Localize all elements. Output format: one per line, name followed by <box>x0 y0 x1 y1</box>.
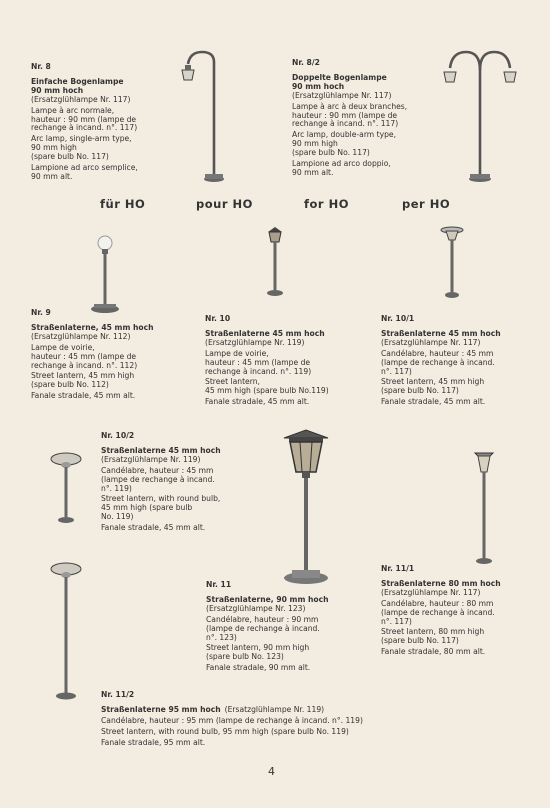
description-line: n°. 119) <box>101 483 132 493</box>
description-line: Street lantern, <box>205 377 260 387</box>
description-line: (Ersatzglühlampe Nr. 117) <box>292 90 392 100</box>
item-description <box>292 103 407 130</box>
item-number: Nr. 11 <box>206 580 232 589</box>
description-line: Fanale stradale, 90 mm alt. <box>206 663 311 673</box>
description-line: (Ersatzglühlampe Nr. 117) <box>31 94 131 104</box>
item-description <box>101 467 221 494</box>
description-line: rechange à incand. n°. 117) <box>31 123 138 133</box>
description-line: 45 mm high (spare bulb <box>101 503 193 513</box>
item-description <box>205 339 329 348</box>
description-line: rechange à incand. n°. 112) <box>31 360 138 370</box>
description-line: rechange à incand. n°. 117) <box>292 119 399 129</box>
description-line: Arc lamp, single-arm type, <box>31 134 132 144</box>
item-description <box>101 456 221 465</box>
item-nr-8 <box>31 63 138 182</box>
item-description <box>206 605 329 614</box>
description-line: Fanale stradale, 45 mm alt. <box>205 397 310 407</box>
description-line: Fanale stradale, 80 mm alt. <box>381 647 486 657</box>
item-nr-10-1 <box>381 315 501 407</box>
item-nr-10 <box>205 315 329 407</box>
description-line: hauteur : 45 mm (lampe de <box>205 357 311 367</box>
street-lantern-45-round-bulb-image <box>48 450 84 526</box>
item-title: Straßenlaterne 45 mm hoch <box>381 328 501 338</box>
for-ho-label-de: für HO <box>100 197 146 211</box>
item-description <box>381 589 501 598</box>
item-title: Straßenlaterne 80 mm hoch <box>381 578 501 588</box>
item-description <box>101 717 363 726</box>
street-lantern-90-image <box>280 428 332 590</box>
description-line: rechange à incand. n°. 119) <box>205 366 312 376</box>
description-line: (lampe de rechange à incand. <box>206 623 320 633</box>
item-description <box>31 392 154 401</box>
street-lantern-95-image <box>48 560 84 702</box>
for-ho-label-en: for HO <box>304 197 349 211</box>
description-line: 90 mm high <box>31 143 77 153</box>
item-spare-bulb: (Ersatzglühlampe Nr. 119) <box>224 704 325 714</box>
description-line: Candélabre, hauteur : 45 mm <box>381 348 494 358</box>
description-line: (spare bulb No. 117) <box>292 148 370 158</box>
description-line: 90 mm alt. <box>292 167 334 177</box>
description-line: (spare bulb No. 112) <box>31 380 109 390</box>
description-line: (lampe de rechange à incand. <box>381 607 495 617</box>
item-description <box>292 92 407 101</box>
item-description <box>31 96 138 105</box>
item-nr-8-2 <box>292 59 407 178</box>
item-description <box>31 135 138 162</box>
item-description <box>101 728 363 737</box>
description-line: Fanale stradale, 45 mm alt. <box>31 391 136 401</box>
description-line: (Ersatzglühlampe Nr. 123) <box>206 603 306 613</box>
item-title: Doppelte Bogenlampe <box>292 72 387 82</box>
item-description <box>31 107 138 134</box>
item-description <box>206 616 329 643</box>
description-line: No. 119) <box>101 512 134 522</box>
description-line: (Ersatzglühlampe Nr. 119) <box>205 337 305 347</box>
description-line: n°. 117) <box>381 616 412 626</box>
description-line: n°. 123) <box>206 632 237 642</box>
item-description <box>381 339 501 348</box>
description-line: Street lantern, 45 mm high <box>381 377 485 387</box>
description-line: (spare bulb No. 117) <box>381 636 459 646</box>
for-ho-label-it: per HO <box>402 197 451 211</box>
description-line: Lampione ad arco semplice, <box>31 163 138 173</box>
street-lantern-45-image <box>262 226 288 298</box>
for-ho-label-fr: pour HO <box>196 197 253 211</box>
item-description <box>31 333 154 342</box>
item-description <box>381 628 501 646</box>
street-lantern-80-image <box>470 448 498 568</box>
item-description <box>381 350 501 377</box>
description-line: Lampione ad arco doppio, <box>292 159 391 169</box>
item-description <box>206 664 329 673</box>
item-description <box>205 378 329 396</box>
item-title: Straßenlaterne, 45 mm hoch <box>31 322 154 332</box>
description-line: 45 mm high (spare bulb No.119) <box>205 386 329 396</box>
description-line: Lampe à arc normale, <box>31 105 115 115</box>
description-line: (lampe de rechange à incand. <box>101 474 215 484</box>
item-number: Nr. 10 <box>205 314 231 323</box>
item-title: Straßenlaterne, 90 mm hoch <box>206 594 329 604</box>
item-number: Nr. 8/2 <box>292 58 320 67</box>
item-description <box>31 344 154 371</box>
description-line: 90 mm high <box>292 139 338 149</box>
item-nr-11-1 <box>381 565 501 657</box>
description-line: Candélabre, hauteur : 90 mm <box>206 614 319 624</box>
item-description <box>101 739 363 748</box>
description-line: Lampe de voirie, <box>31 342 95 352</box>
item-title: Straßenlaterne 95 mm hoch <box>101 704 221 714</box>
item-title: Einfache Bogenlampe <box>31 76 124 86</box>
arc-lamp-double-image <box>440 48 520 184</box>
item-number: Nr. 8 <box>31 62 51 71</box>
description-line: (Ersatzglühlampe Nr. 119) <box>101 454 201 464</box>
description-line: (lampe de rechange à incand. <box>381 357 495 367</box>
item-number: Nr. 9 <box>31 308 51 317</box>
description-line: Street lantern, 45 mm high <box>31 371 135 381</box>
item-description <box>31 372 154 390</box>
arc-lamp-single-image <box>174 48 234 184</box>
description-line: Arc lamp, double-arm type, <box>292 130 396 140</box>
item-number: Nr. 10/2 <box>101 431 135 440</box>
item-title: Straßenlaterne 45 mm hoch <box>101 445 221 455</box>
item-description <box>206 644 329 662</box>
item-description <box>381 398 501 407</box>
item-title: Straßenlaterne 45 mm hoch <box>205 328 325 338</box>
item-description <box>205 398 329 407</box>
description-line: (Ersatzglühlampe Nr. 112) <box>31 331 131 341</box>
item-description <box>292 131 407 158</box>
street-lantern-45-round-image <box>88 234 122 316</box>
description-line: Fanale stradale, 45 mm alt. <box>381 397 486 407</box>
description-line: hauteur : 90 mm (lampe de <box>31 114 137 124</box>
item-description <box>101 524 221 533</box>
item-nr-11-2 <box>101 691 363 748</box>
description-line: (spare bulb No. 117) <box>31 152 109 162</box>
description-line: (spare bulb No. 123) <box>206 652 284 662</box>
description-line: Candélabre, hauteur : 45 mm <box>101 465 214 475</box>
item-nr-11 <box>206 581 329 673</box>
description-line: 90 mm alt. <box>31 171 73 181</box>
description-line: (Ersatzglühlampe Nr. 117) <box>381 337 481 347</box>
description-line: hauteur : 90 mm (lampe de <box>292 110 398 120</box>
page-number: 4 <box>268 765 275 778</box>
item-description <box>381 378 501 396</box>
description-line: Street lantern, 90 mm high <box>206 643 310 653</box>
description-line: Street lantern, with round bulb, 95 mm high (spare bulb No. 119) <box>101 726 349 736</box>
street-lantern-45-candelabra-image <box>438 224 466 300</box>
item-description <box>292 160 407 178</box>
description-line: Candélabre, hauteur : 95 mm (lampe de rechange à incand. n°. 119) <box>101 715 363 725</box>
item-description <box>381 600 501 627</box>
item-description <box>381 648 501 657</box>
description-line: Lampe de voirie, <box>205 348 269 358</box>
description-line: Lampe à arc à deux branches, <box>292 101 408 111</box>
description-line: Street lantern, with round bulb, <box>101 494 221 504</box>
description-line: Fanale stradale, 95 mm alt. <box>101 737 206 747</box>
item-description <box>31 164 138 182</box>
item-number: Nr. 11/2 <box>101 690 135 699</box>
item-nr-10-2 <box>101 432 221 533</box>
description-line: Street lantern, 80 mm high <box>381 627 485 637</box>
description-line: Fanale stradale, 45 mm alt. <box>101 523 206 533</box>
description-line: (spare bulb No. 117) <box>381 386 459 396</box>
item-title: 90 mm hoch <box>292 81 345 91</box>
description-line: (Ersatzglühlampe Nr. 117) <box>381 587 481 597</box>
description-line: n°. 117) <box>381 366 412 376</box>
item-nr-9 <box>31 309 154 401</box>
item-title: 90 mm hoch <box>31 85 84 95</box>
description-line: hauteur : 45 mm (lampe de <box>31 351 137 361</box>
item-description <box>101 495 221 522</box>
item-title-line <box>101 706 363 715</box>
description-line: Candélabre, hauteur : 80 mm <box>381 598 494 608</box>
item-number: Nr. 10/1 <box>381 314 415 323</box>
item-description <box>205 350 329 377</box>
item-number: Nr. 11/1 <box>381 564 415 573</box>
